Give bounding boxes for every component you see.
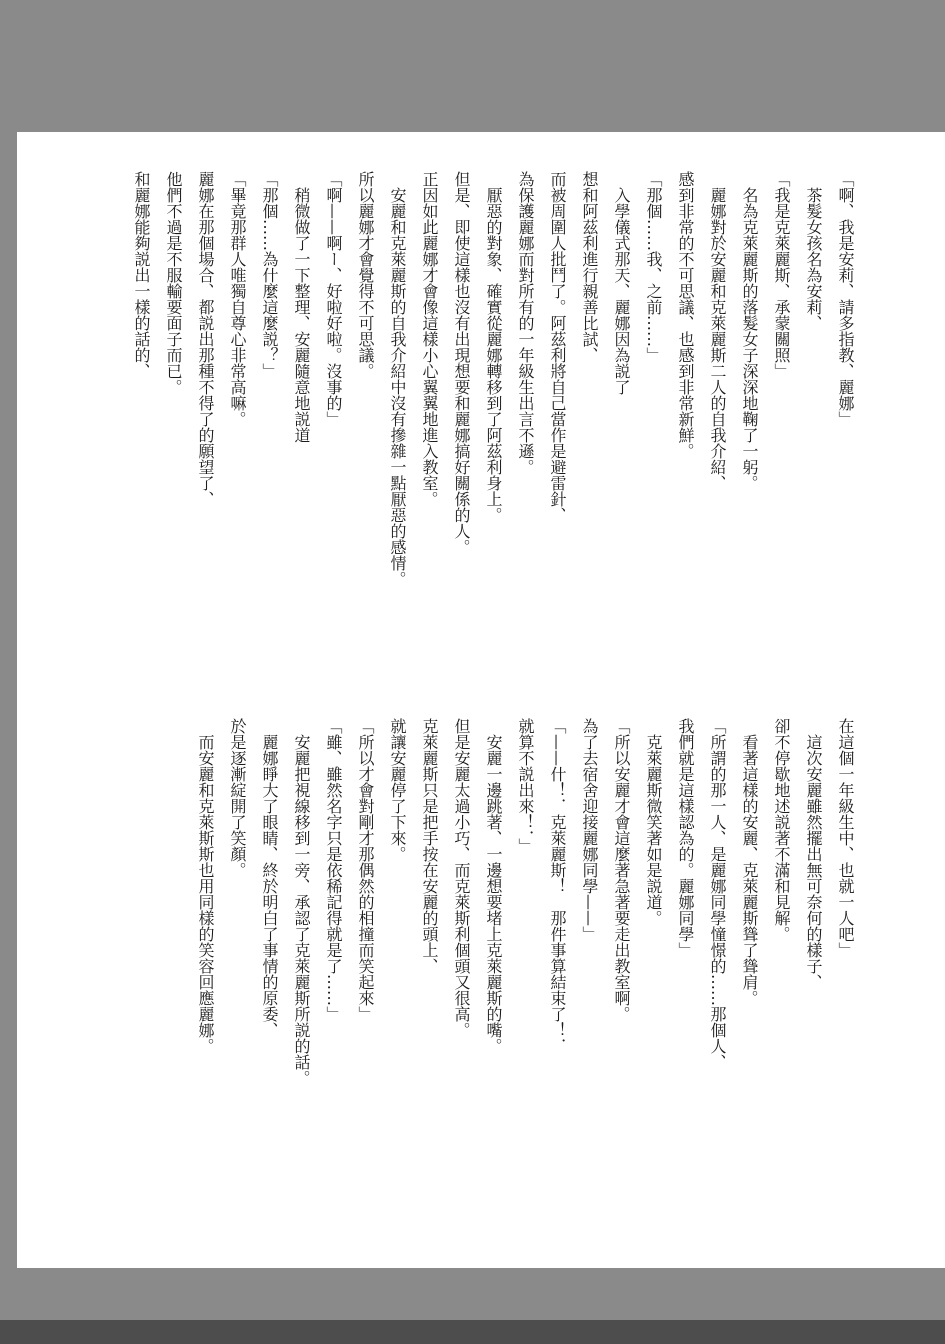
text-column: 想和阿茲利進行親善比試、 [580, 171, 599, 363]
text-column: 但是安麗太過小巧、而克萊斯利個頭又很高。 [452, 718, 471, 1038]
text-column: 安麗和克萊麗斯的自我介紹中沒有摻雜一點厭惡的感情。 [388, 187, 407, 587]
top-margin-bar [0, 0, 945, 132]
text-column: 名為克萊麗斯的落髮女子深深地鞠了一躬。 [740, 187, 759, 491]
text-column: 「所以安麗才會這麼著急著要走出教室啊。 [612, 718, 631, 1022]
text-column: 所以麗娜才會覺得不可思議。 [356, 171, 375, 379]
text-column: 卻不停歇地述説著不滿和見解。 [772, 718, 791, 942]
top-text-block [125, 171, 861, 611]
text-column: 「啊、我是安莉、請多指教、麗娜」 [836, 171, 855, 427]
text-column: 看著這樣的安麗、克萊麗斯聳了聳肩。 [740, 734, 759, 1006]
text-column: 這次安麗雖然擺出無可奈何的樣子、 [804, 734, 823, 990]
text-column: 安麗把視線移到一旁、承認了克萊麗斯所説的話。 [292, 734, 311, 1086]
bottom-text-block [189, 718, 861, 1158]
text-column: 他們不過是不服輸要面子而已。 [164, 171, 183, 395]
text-column: 「那個……為什麼這麼説？」 [260, 171, 279, 379]
text-column: 厭惡的對象、確實從麗娜轉移到了阿茲利身上。 [484, 187, 503, 523]
text-column: 「啊——啊ー、好啦好啦。沒事的」 [324, 171, 343, 427]
bottom-edge-bar [0, 1320, 945, 1344]
text-column: 就算不説出來！．」 [516, 718, 535, 854]
text-column: 「雖、雖然名字只是依稀記得就是了……」 [324, 718, 343, 1022]
text-column: 為了去宿舍迎接麗娜同學——」 [580, 718, 599, 942]
text-column: 但是、即使這樣也沒有出現想要和麗娜搞好關係的人。 [452, 171, 471, 555]
text-column: 為保護麗娜而對所有的一年級生出言不遜。 [516, 171, 535, 475]
text-column: 麗娜對於安麗和克萊麗斯二人的自我介紹、 [708, 187, 727, 491]
text-column: 和麗娜能夠説出一樣的話的、 [132, 171, 151, 379]
text-column: 感到非常的不可思議、也感到非常新鮮。 [676, 171, 695, 459]
text-column: 麗娜在那個場合、都説出那種不得了的願望了、 [196, 171, 215, 507]
text-column: 就讓安麗停了下來。 [388, 718, 407, 862]
text-column: 稍微做了一下整理、安麗隨意地説道 [292, 187, 311, 443]
text-column: 茶髮女孩名為安莉、 [804, 187, 823, 331]
text-column: 「——什！．克萊麗斯！ 那件事算結束了！． [548, 718, 567, 1054]
text-column: 而被周圍人批鬥了。阿茲利將自己當作是避雷針、 [548, 171, 567, 523]
text-column: 「所以才會對剛才那偶然的相撞而笑起來」 [356, 718, 375, 1022]
text-column: 在這個一年級生中、也就一人吧」 [836, 718, 855, 958]
text-column: 「我是克萊麗斯、承蒙關照」 [772, 171, 791, 379]
text-column: 「畢竟那群人唯獨自尊心非常高嘛。 [228, 171, 247, 427]
text-column: 正因如此麗娜才會像這樣小心翼翼地進入教室。 [420, 171, 439, 507]
text-column: 而安麗和克萊斯斯也用同樣的笑容回應麗娜。 [196, 734, 215, 1054]
text-column: 於是逐漸綻開了笑顏。 [228, 718, 247, 878]
text-column: 入學儀式那天、麗娜因為説了 [612, 187, 631, 395]
text-column: 「所謂的那一人、是麗娜同學憧憬的……那個人、 [708, 718, 727, 1070]
left-margin-bar [0, 0, 17, 1344]
text-column: 克萊麗斯微笑著如是説道。 [644, 734, 663, 926]
bottom-margin-bar [0, 1268, 945, 1320]
text-column: 我們就是這樣認為的。麗娜同學」 [676, 718, 695, 958]
text-column: 克萊麗斯只是把手按在安麗的頭上、 [420, 718, 439, 974]
text-column: 安麗一邊跳著、一邊想要堵上克萊麗斯的嘴。 [484, 734, 503, 1054]
text-column: 「那個……我、之前……」 [644, 171, 663, 363]
text-column: 麗娜睜大了眼睛、終於明白了事情的原委、 [260, 734, 279, 1038]
